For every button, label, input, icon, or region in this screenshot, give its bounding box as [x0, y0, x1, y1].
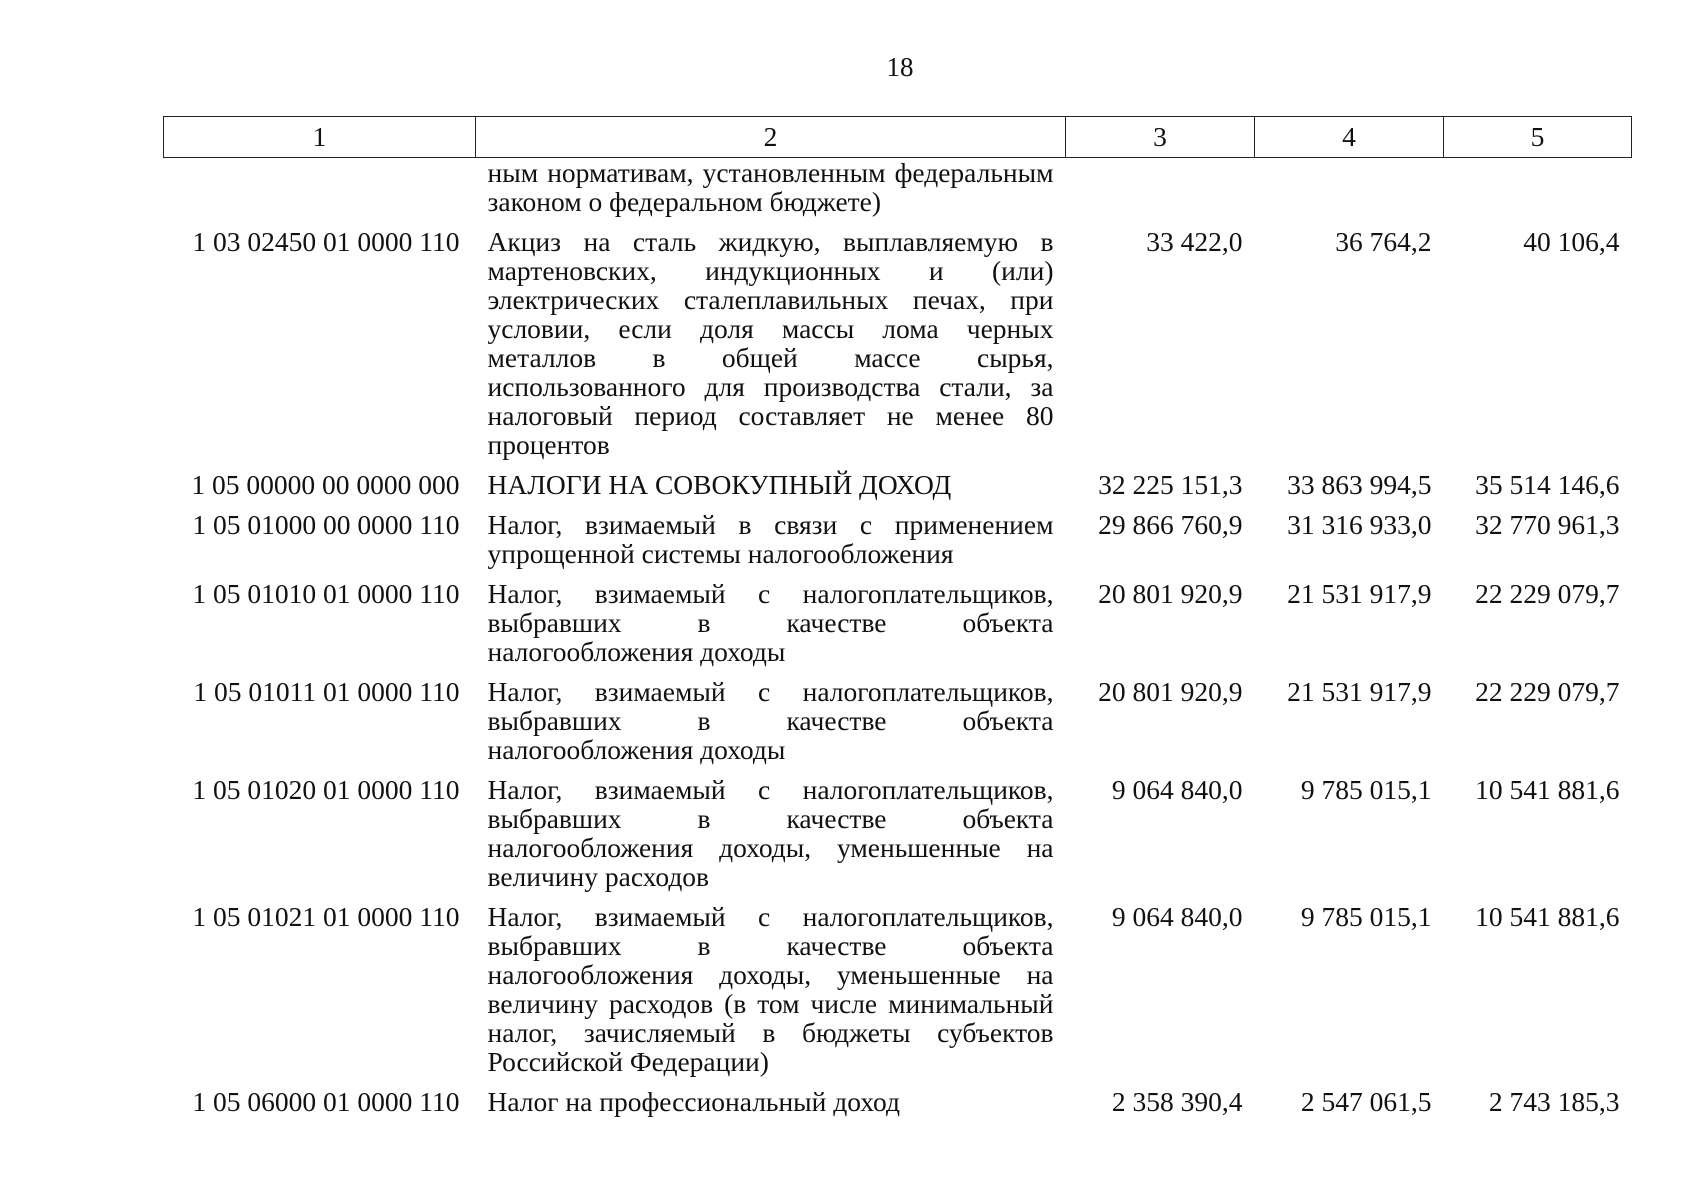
table-row: [164, 902, 1632, 1087]
row-value-col3: 9 064 840,0: [1111, 901, 1243, 932]
row-value-col3: 9 064 840,0: [1111, 774, 1243, 805]
header-row: [164, 117, 1632, 158]
row-value-col3: 32 225 151,3: [1098, 469, 1243, 500]
page-number: 18: [886, 52, 914, 82]
row-value-col3: 29 866 760,9: [1098, 509, 1243, 540]
row-code: 1 05 01021 01 0000 110: [192, 901, 460, 932]
column-header-1: 1: [164, 117, 476, 158]
table-row: [164, 158, 1632, 228]
table-row: [164, 510, 1632, 579]
row-value-col5: [1444, 158, 1632, 228]
table-row: [164, 470, 1632, 510]
row-value-col3: 20 801 920,9: [1098, 676, 1243, 707]
row-value-col5: 40 106,4: [1523, 226, 1620, 257]
row-value-col3: 20 801 920,9: [1098, 578, 1243, 609]
table-row: [164, 677, 1632, 775]
row-value-col5: 32 770 961,3: [1475, 509, 1620, 540]
row-description: Налог на профессиональный доход: [487, 1086, 900, 1117]
row-code: 1 05 01020 01 0000 110: [192, 774, 460, 805]
row-description: Налог, взимаемый с налогоплательщиков, выбравших в качестве объекта налогообложения доходы: [487, 676, 1054, 765]
table-row: [164, 1087, 1632, 1127]
column-header-2: 2: [476, 117, 1066, 158]
row-value-col4: 33 863 994,5: [1287, 469, 1432, 500]
row-value-col5: 10 541 881,6: [1475, 774, 1620, 805]
table-body: [164, 158, 1632, 1128]
row-value-col4: 36 764,2: [1335, 226, 1432, 257]
row-code: 1 05 06000 01 0000 110: [192, 1086, 460, 1117]
row-value-col5: 2 743 185,3: [1488, 1086, 1620, 1117]
row-code: 1 05 01010 01 0000 110: [192, 578, 460, 609]
row-code: [164, 158, 476, 228]
row-value-col3: 2 358 390,4: [1111, 1086, 1243, 1117]
row-value-col4: [1255, 158, 1444, 228]
column-header-4: 4: [1255, 117, 1444, 158]
table-header: [164, 117, 1632, 158]
row-value-col5: 22 229 079,7: [1475, 676, 1620, 707]
row-description: Акциз на сталь жидкую, выплавляемую в мартеновских, индукционных и (или) электрических сталеплавильных печах, при условии, если доля массы лома черных металлов в общей массе сырья, использованного для производства стали, за налоговый период составляет не менее 80 процентов: [487, 226, 1054, 460]
budget-revenue-table: [163, 116, 1632, 1127]
row-description: Налог, взимаемый с налогоплательщиков, выбравших в качестве объекта налогообложения доходы: [487, 578, 1054, 667]
row-description: Налог, взимаемый в связи с применением упрощенной системы налогообложения: [487, 509, 1054, 569]
table-row: [164, 775, 1632, 902]
row-code: 1 05 01011 01 0000 110: [193, 676, 460, 707]
row-code: 1 05 00000 00 0000 000: [191, 469, 460, 500]
row-description: Налог, взимаемый с налогоплательщиков, выбравших в качестве объекта налогообложения доходы, уменьшенные на величину расходов (в том числе минимальный налог, зачисляемый в бюджеты субъектов Российской Федерации): [487, 901, 1054, 1077]
row-value-col5: 10 541 881,6: [1475, 901, 1620, 932]
row-value-col3: [1066, 158, 1255, 228]
row-code: 1 05 01000 00 0000 110: [192, 509, 460, 540]
table-row: [164, 227, 1632, 470]
row-value-col5: 22 229 079,7: [1475, 578, 1620, 609]
table-row: [164, 579, 1632, 677]
row-value-col4: 2 547 061,5: [1300, 1086, 1432, 1117]
row-value-col4: 9 785 015,1: [1300, 774, 1432, 805]
row-value-col5: 35 514 146,6: [1475, 469, 1620, 500]
row-description: ным нормативам, установленным федеральным законом о федеральном бюджете): [487, 157, 1054, 217]
row-value-col4: 9 785 015,1: [1300, 901, 1432, 932]
row-value-col3: 33 422,0: [1146, 226, 1243, 257]
column-header-5: 5: [1444, 117, 1632, 158]
column-header-3: 3: [1066, 117, 1255, 158]
row-description: НАЛОГИ НА СОВОКУПНЫЙ ДОХОД: [487, 469, 952, 500]
row-value-col4: 21 531 917,9: [1287, 578, 1432, 609]
row-value-col4: 31 316 933,0: [1287, 509, 1432, 540]
row-description: Налог, взимаемый с налогоплательщиков, выбравших в качестве объекта налогообложения доходы, уменьшенные на величину расходов: [487, 774, 1054, 892]
row-code: 1 03 02450 01 0000 110: [192, 226, 460, 257]
row-value-col4: 21 531 917,9: [1287, 676, 1432, 707]
